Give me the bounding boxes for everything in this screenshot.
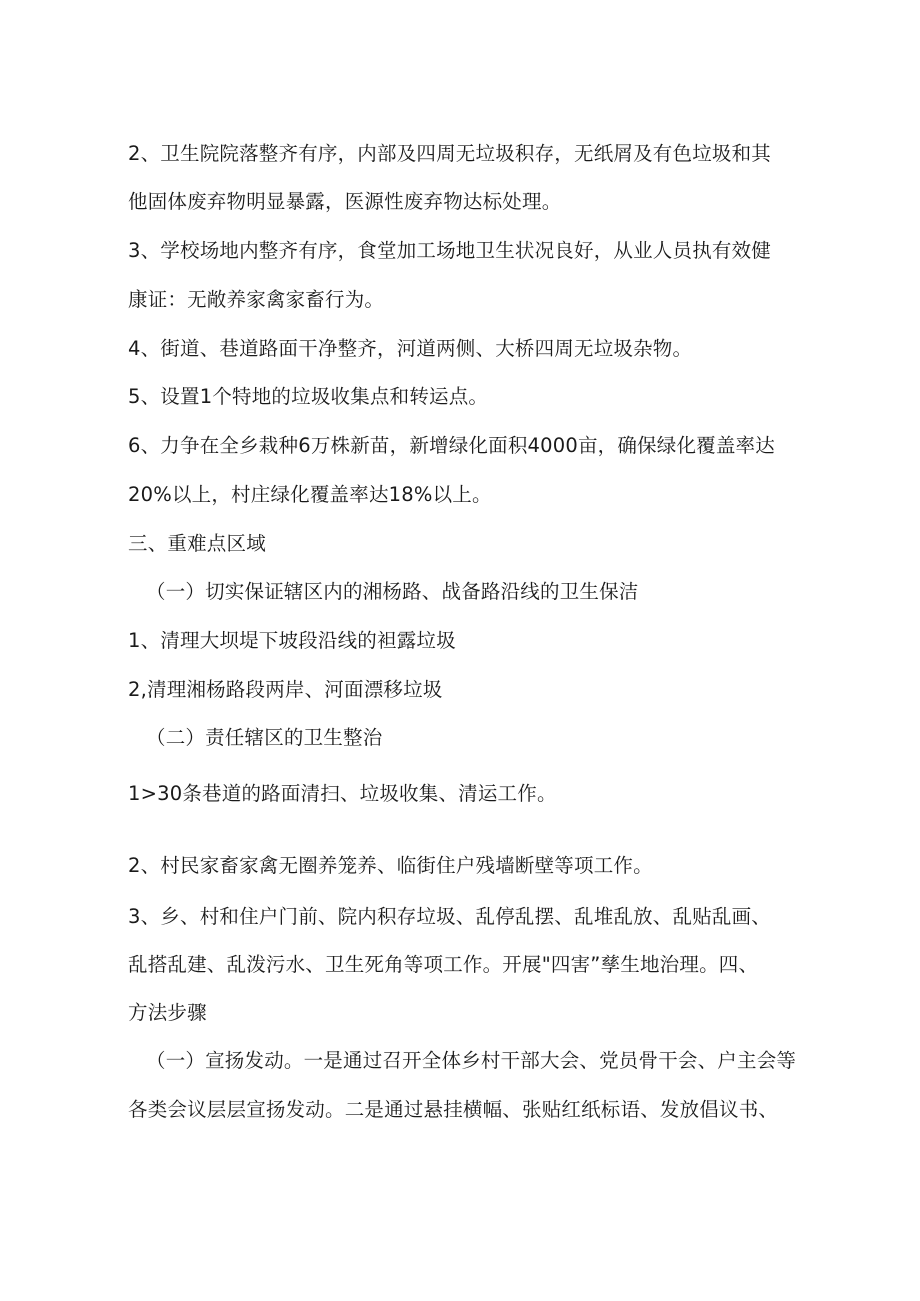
item-2-line-2: 他固体废弃物明显暴露，医源性废弃物达标处理。 [128,190,562,213]
item-6-line-2: 20%以上，村庄绿化覆盖率达18%以上。 [128,483,492,506]
item-3-line-1: 3、学校场地内整齐有序，食堂加工场地卫生状况良好，从业人员执有效健 [128,239,772,262]
subsection-2-item-2: 2、村民家畜家禽无圈养笼养、临街住户残墙断壁等项工作。 [128,854,653,877]
section-4-heading: 方法步骤 [128,1001,207,1024]
item-5-line: 5、设置1个特地的垃圾收集点和转运点。 [128,385,489,408]
subsection-2-item-3-line-1: 3、乡、村和住户门前、院内积存垃圾、乱停乱摆、乱堆乱放、乱贴乱画、 [128,905,772,928]
step-1-line-2: 各类会议层层宣扬发动。二是通过悬挂横幅、张贴红纸标语、发放倡议书、 [128,1098,779,1121]
subsection-1-item-1: 1、清理大坝堤下坡段沿线的袒露垃圾 [128,629,456,652]
item-6-line-1: 6、力争在全乡栽种6万株新苗，新增绿化面积4000亩，确保绿化覆盖率达 [128,434,775,457]
section-3-heading: 三、重难点区域 [128,532,266,555]
item-3-line-2: 康证：无敞养家禽家畜行为。 [128,288,385,311]
subsection-1-heading: （一）切实保证辖区内的湘杨路、战备路沿线的卫生保洁 [146,580,639,603]
subsection-2-heading: （二）责任辖区的卫生整治 [146,726,383,749]
subsection-2-item-1: 1>30条巷道的路面清扫、垃圾收集、清运工作。 [128,782,557,805]
step-1-line-1: （一）宣扬发动。一是通过召开全体乡村干部大会、党员骨干会、户主会等 [146,1049,797,1072]
subsection-2-item-3-line-2: 乱搭乱建、乱泼污水、卫生死角等项工作。开展"四害”孳生地治理。四、 [128,953,759,976]
subsection-1-item-2: 2,清理湘杨路段两岸、河面漂移垃圾 [128,678,443,701]
item-4-line: 4、街道、巷道路面干净整齐，河道两侧、大桥四周无垃圾杂物。 [128,337,693,360]
item-2-line-1: 2、卫生院院落整齐有序，内部及四周无垃圾积存，无纸屑及有色垃圾和其 [128,142,772,165]
